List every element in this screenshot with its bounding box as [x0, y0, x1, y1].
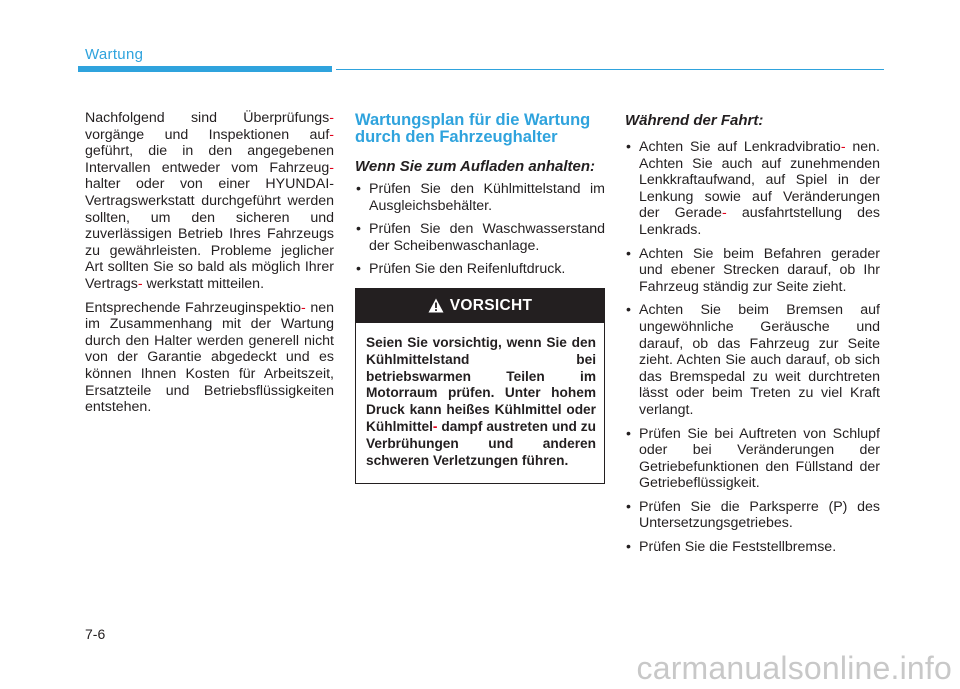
- list-item: [625, 139, 880, 239]
- text-span: Achten Sie auf Lenkradvibratio: [639, 139, 841, 155]
- hyphen: -: [840, 139, 846, 155]
- hyphen: -: [329, 126, 334, 143]
- text-span: Entsprechende Fahrzeuginspektio: [85, 299, 301, 316]
- caution-header: [356, 289, 604, 323]
- caution-text: [356, 323, 604, 483]
- watermark: carmanualsonline.info: [636, 650, 952, 686]
- header-rule-thick: [78, 66, 332, 72]
- hyphen: -: [329, 110, 334, 126]
- intro-paragraph: [85, 110, 334, 293]
- driving-checklist: [625, 139, 880, 556]
- caution-title: VORSICHT: [449, 296, 533, 314]
- list-item: • Prüfen Sie die Feststellbremse.: [625, 539, 880, 556]
- maintenance-plan-heading: Wartungsplan für die Wartung durch den Fahrzeughalter: [355, 111, 591, 146]
- text-span: Nachfolgend sind Überprüfungs: [85, 110, 330, 126]
- hyphen: -: [329, 159, 334, 176]
- hyphen: -: [721, 205, 727, 222]
- section-label: Wartung: [85, 46, 144, 63]
- text-span: dampf austreten und zu Verbrühungen und anderen schweren Verletzungen führen.: [366, 418, 596, 468]
- list-item: • Achten Sie beim Befahren gerader und ebener Strecken darauf, ob Ihr Fahrzeug ständig zur Seite zieht.: [625, 246, 880, 296]
- list-item: • Prüfen Sie den Reifenluftdruck.: [355, 261, 605, 278]
- cost-paragraph: [85, 300, 334, 416]
- list-item: • Prüfen Sie die Parksperre (P) des Untersetzungsgetriebes.: [625, 499, 880, 532]
- column-middle: [355, 112, 605, 484]
- hyphen: -: [300, 299, 306, 316]
- list-item: • Prüfen Sie bei Auftreten von Schlupf oder bei Veränderungen der Getriebefunktionen den Füllstand der Getriebeflüssigkeit.: [625, 426, 880, 492]
- text-span: halter oder von einer HYUNDAI-Vertragswerkstatt durchgeführt werden sollten, um den sicheren und zuverlässigen Betrieb Ihres Fahrzeugs zu gewährleisten. Probleme jeglicher Art sollten Sie so bald als möglich Ihrer Vertrags: [85, 176, 334, 292]
- column-left: [85, 110, 334, 423]
- list-item: • Prüfen Sie den Waschwasserstand der Scheibenwaschanlage.: [355, 221, 605, 254]
- header-rule-thin: [336, 69, 884, 70]
- hyphen: -: [432, 418, 438, 434]
- text-span: geführt, die in den angegebenen Intervallen entweder vom Fahrzeug: [85, 143, 334, 176]
- charging-stop-subheading: Wenn Sie zum Aufladen anhalten:: [355, 158, 596, 175]
- while-driving-subheading: Während der Fahrt:: [625, 112, 764, 129]
- column-right: [625, 112, 880, 563]
- text-span: nen im Zusammenhang mit der Wartung durch den Halter werden generell nicht von der Garantie abgedeckt und es können Ihnen Kosten für Arbeitszeit, Ersatzteile und Betriebsflüssigkeiten entstehen.: [85, 299, 334, 416]
- text-span: vorgänge und Inspektionen auf: [85, 126, 330, 143]
- hyphen: -: [137, 275, 143, 292]
- text-span: ausfahrtstellung des Lenkrads.: [639, 205, 880, 238]
- text-span: Seien Sie vorsichtig, wenn Sie den Kühlmittelstand bei betriebswarmen Teilen im Motorraum prüfen. Unter hohem Druck kann heißes Kühlmittel oder Kühlmittel: [366, 334, 596, 434]
- page-number: 7-6: [85, 626, 106, 642]
- charging-checklist: [355, 181, 605, 278]
- text-span: nen. Achten Sie auch auf zunehmenden Lenkkraftaufwand, auf Spiel in der Lenkung sowie auf Veränderungen der Gerade: [639, 139, 880, 222]
- text-span: werkstatt mitteilen.: [146, 275, 265, 292]
- list-item: • Prüfen Sie den Kühlmittelstand im Ausgleichsbehälter.: [355, 181, 605, 214]
- list-item: • Achten Sie beim Bremsen auf ungewöhnliche Geräusche und darauf, ob das Fahrzeug zur Seite zieht. Achten Sie auch darauf, ob sich das Bremspedal zu weit durchtreten lässt oder beim Treten zu viel Kraft verlangt.: [625, 302, 880, 418]
- warning-triangle-icon: [428, 298, 444, 313]
- caution-box: [355, 288, 605, 484]
